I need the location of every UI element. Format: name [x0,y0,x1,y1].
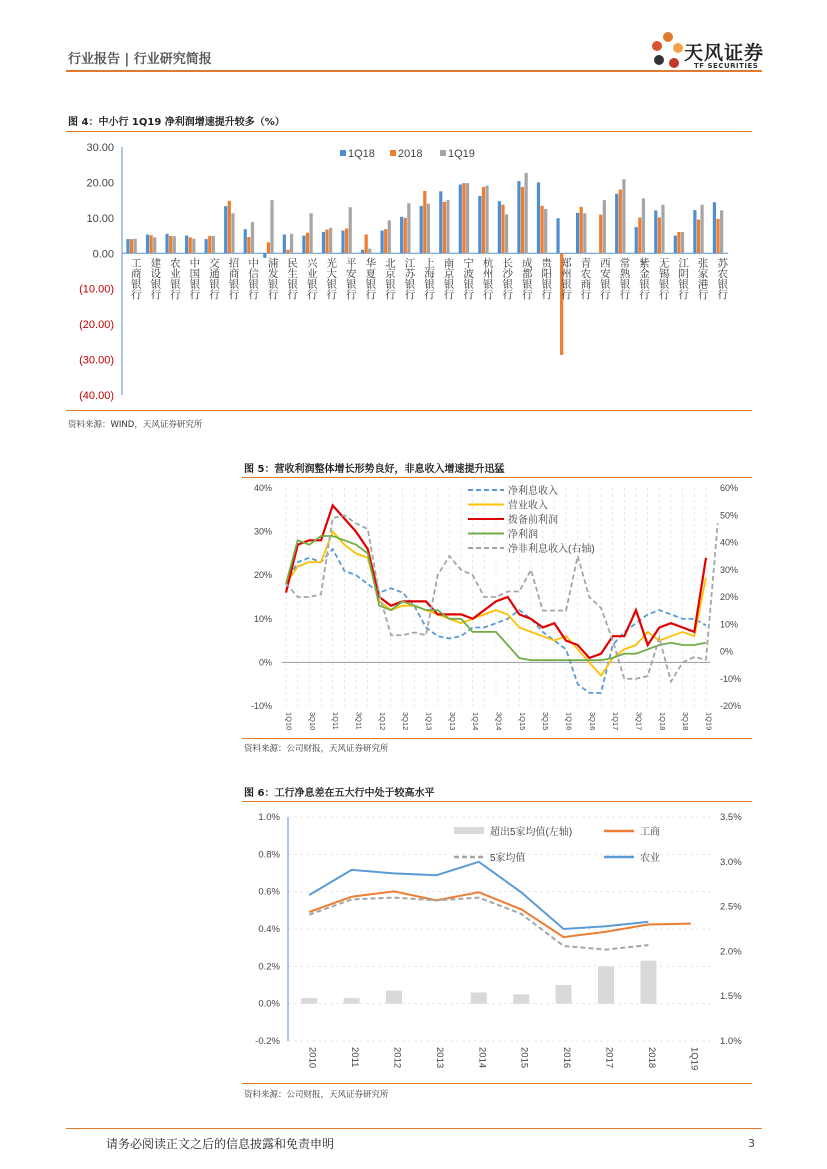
bar-超出5家均值(左轴)-2017 [598,966,614,1003]
y-right-tick-label: 60% [720,483,739,493]
bar-2018-西安银行 [599,215,602,254]
x-tick-label: 1Q14 [471,712,481,731]
bar-1Q18-平安银行 [341,231,344,254]
bar-1Q19-无锡银行 [661,205,664,254]
bar-1Q18-宁波银行 [459,185,462,254]
y-tick-label: (20.00) [79,319,114,332]
x-tick-label: 2013 [433,1047,445,1069]
x-tick-label: 2010 [306,1047,318,1069]
y-left-tick-label: 0.8% [258,849,280,861]
x-category-label: 西安银行 [598,257,611,300]
y-left-tick-label: 1.0% [258,812,280,823]
x-tick-label: 1Q13 [424,712,434,731]
x-category-label: 贵阳银行 [540,257,553,300]
bar-2018-无锡银行 [658,218,661,254]
figure-5-source: 资料来源：公司财报，天风证券研究所 [244,744,389,754]
y-left-tick-label: 0.4% [258,924,280,935]
bar-1Q19-江阴银行 [681,232,684,253]
bar-2018-平安银行 [345,228,348,253]
y-tick-label: (40.00) [79,390,114,402]
figure-5-title: 图 5：营收利润整体增长形势良好，非息收入增速提升迅猛 [244,464,505,475]
legend-swatch-超出5家均值(左轴) [454,827,484,834]
x-category-label: 成都银行 [520,257,533,300]
bar-1Q18-常熟银行 [615,194,618,254]
bar-超出5家均值(左轴)-2018 [640,961,656,1004]
y-right-tick-label: 20% [720,592,739,602]
bar-1Q18-杭州银行 [478,196,481,253]
y-left-tick-label: 10% [253,613,272,624]
x-category-label: 浦发银行 [266,257,279,300]
x-tick-label: 1Q15 [517,712,527,731]
bar-1Q19-南京银行 [446,200,449,253]
y-left-tick-label: 0% [258,657,272,668]
bar-2018-江阴银行 [677,232,680,253]
footer-disclaimer: 请务必阅读正文之后的信息披露和免责申明 [106,1137,335,1151]
figure-4-title: 图 4：中小行 1Q19 净利润增速提升较多（%） [68,117,285,128]
bar-超出5家均值(左轴)-2011 [344,998,360,1004]
x-category-label: 华夏银行 [364,257,377,300]
x-category-label: 交通银行 [207,257,220,300]
bar-2018-建设银行 [150,235,153,253]
y-left-tick-label: 20% [253,570,272,581]
bar-1Q18-华夏银行 [361,250,364,254]
x-category-label: 平安银行 [344,257,357,300]
bar-1Q18-青农商行 [576,213,579,253]
tf-logo-icon [648,28,686,74]
y-right-tick-label: 40% [720,537,739,548]
legend-label-1Q18: 1Q18 [348,148,375,160]
bar-1Q18-郑州银行 [556,218,559,253]
bar-2018-张家港行 [697,220,700,254]
legend-label-净利息收入: 净利息收入 [508,486,558,497]
bar-1Q19-杭州银行 [485,186,488,254]
bar-1Q18-北京银行 [381,231,384,254]
bar-1Q18-江苏银行 [400,217,403,253]
bar-1Q19-张家港行 [700,205,703,254]
x-tick-label: 2014 [476,1047,488,1069]
bar-2018-贵阳银行 [540,206,543,253]
bar-1Q19-贵阳银行 [544,209,547,253]
x-category-label: 杭州银行 [481,257,494,300]
legend-label-超出5家均值(左轴): 超出5家均值(左轴) [490,827,573,838]
bar-2018-上海银行 [423,191,426,253]
bar-2018-紫金银行 [638,218,641,254]
bar-1Q19-浦发银行 [270,200,273,253]
x-category-label: 长沙银行 [501,257,514,300]
series-line-拨备前利润 [286,505,706,658]
y-right-tick-label: 2.0% [720,946,742,958]
x-tick-label: 3Q14 [494,712,504,731]
bar-2018-浦发银行 [267,242,270,253]
bar-超出5家均值(左轴)-2016 [556,985,572,1004]
x-category-label: 南京银行 [442,257,455,300]
y-tick-label: (10.00) [79,283,114,296]
y-right-tick-label: 30% [720,564,739,575]
legend-swatch-2018 [390,150,396,156]
y-left-tick-label: 0.0% [258,998,280,1010]
figure-6-title: 图 6：工行净息差在五大行中处于较高水平 [244,788,435,799]
x-category-label: 宁波银行 [462,257,475,300]
bar-1Q18-民生银行 [283,235,286,254]
x-category-label: 江苏银行 [403,257,416,300]
bar-1Q18-贵阳银行 [537,182,540,253]
x-tick-label: 1Q17 [611,712,621,731]
y-tick-label: 10.00 [86,212,114,225]
bar-1Q18-中信银行 [244,229,247,253]
legend-label-1Q19: 1Q19 [448,148,475,160]
y-tick-label: 0.00 [92,248,114,261]
bar-2018-光大银行 [325,230,328,254]
x-tick-label: 3Q11 [354,712,364,730]
x-tick-label: 1Q18 [657,712,667,731]
legend-swatch-1Q19 [440,150,446,156]
y-left-tick-label: -10% [250,701,272,711]
bar-1Q19-西安银行 [603,200,606,253]
y-tick-label: (30.00) [79,354,114,367]
x-category-label: 无锡银行 [657,257,670,300]
bar-1Q18-苏农银行 [713,202,716,253]
y-right-tick-label: 50% [720,510,739,521]
x-category-label: 紫金银行 [638,257,651,300]
x-tick-label: 1Q12 [377,712,387,731]
bar-2018-中国银行 [189,237,192,253]
bar-1Q19-苏农银行 [720,210,723,253]
figure-5-chart [242,480,754,738]
x-tick-label: 3Q10 [307,712,317,731]
bar-1Q18-江阴银行 [674,236,677,254]
y-right-tick-label: 10% [720,619,739,630]
logo-petal-top [663,32,673,42]
x-tick-label: 3Q15 [541,712,551,731]
x-tick-label: 1Q16 [564,712,574,731]
bar-2018-杭州银行 [482,187,485,253]
bar-1Q19-江苏银行 [407,203,410,253]
bar-1Q19-青农商行 [583,213,586,253]
bar-1Q19-兴业银行 [310,213,313,253]
bar-超出5家均值(左轴)-2010 [301,998,317,1004]
y-right-tick-label: 1.5% [720,991,742,1003]
bar-2018-农业银行 [169,236,172,253]
bar-1Q18-建设银行 [146,235,149,254]
bar-1Q19-华夏银行 [368,249,371,254]
figure-6-bottom-rule [242,1083,752,1084]
x-tick-label: 3Q18 [681,712,691,731]
report-header-title: 行业报告 | 行业研究简报 [68,52,212,67]
bar-2018-宁波银行 [462,183,465,253]
logo-petal-left [652,41,662,51]
x-category-label: 中国银行 [188,257,201,300]
x-category-label: 郑州银行 [559,257,572,300]
bar-2018-常熟银行 [619,190,622,254]
bar-2018-工商银行 [130,239,133,253]
logo-petal-bottom-right [669,58,679,68]
x-tick-label: 1Q19 [688,1047,700,1071]
bar-1Q19-宁波银行 [466,183,469,253]
legend-label-5家均值: 5家均值 [490,853,526,864]
legend-label-工商: 工商 [640,827,660,838]
bar-1Q18-交通银行 [205,239,208,253]
figure-6-top-rule [242,801,752,802]
bar-超出5家均值(左轴)-2012 [386,991,402,1004]
bar-1Q18-中国银行 [185,236,188,254]
bar-2018-成都银行 [521,187,524,253]
x-category-label: 民生银行 [286,257,299,300]
bar-1Q19-中国银行 [192,239,195,254]
logo-petal-bottom-left [654,55,664,65]
bar-1Q18-无锡银行 [654,210,657,253]
bar-2018-青农商行 [580,207,583,253]
x-category-label: 张家港行 [696,257,709,300]
bar-1Q18-紫金银行 [635,227,638,253]
bar-超出5家均值(左轴)-2014 [471,992,487,1003]
x-category-label: 光大银行 [325,257,338,300]
bar-1Q18-农业银行 [165,234,168,253]
bar-2018-中信银行 [247,237,250,253]
legend-label-拨备前利润: 拨备前利润 [508,515,558,526]
bar-2018-民生银行 [286,250,289,254]
y-left-tick-label: 40% [253,483,272,493]
x-category-label: 招商银行 [227,257,240,300]
footer-divider [66,1128,762,1129]
x-category-label: 建设银行 [149,257,162,300]
x-category-label: 常熟银行 [618,257,631,300]
bar-1Q19-长沙银行 [505,214,508,253]
bar-1Q18-兴业银行 [302,236,305,254]
x-tick-label: 2015 [518,1047,530,1069]
bar-1Q18-光大银行 [322,232,325,253]
legend-label-2018: 2018 [398,148,423,160]
y-right-tick-label: -20% [720,701,742,711]
bar-1Q19-建设银行 [153,237,156,253]
x-category-label: 工商银行 [129,257,142,300]
x-category-label: 上海银行 [423,257,435,300]
bar-1Q19-北京银行 [388,220,391,253]
bar-1Q18-长沙银行 [498,201,501,253]
x-category-label: 苏农银行 [716,257,729,300]
bar-1Q19-光大银行 [329,228,332,254]
bar-1Q19-交通银行 [212,236,215,253]
x-tick-label: 3Q16 [587,712,597,731]
bar-2018-南京银行 [443,202,446,253]
x-tick-label: 2016 [561,1047,573,1069]
bar-2018-苏农银行 [716,219,719,253]
bar-1Q18-南京银行 [439,191,442,253]
x-tick-label: 1Q11 [331,712,341,730]
x-category-label: 农业银行 [168,257,181,300]
bar-超出5家均值(左轴)-2015 [513,994,529,1003]
x-category-label: 江阴银行 [677,257,690,300]
legend-swatch-1Q18 [340,150,346,156]
y-left-tick-label: -0.2% [255,1036,280,1047]
figure-4-chart [66,135,756,410]
x-tick-label: 3Q13 [447,712,457,731]
x-tick-label: 2012 [391,1047,403,1069]
y-tick-label: 30.00 [86,142,114,154]
legend-label-净非利息收入(右轴): 净非利息收入(右轴) [508,544,595,555]
figure-6-chart [242,805,754,1083]
y-tick-label: 20.00 [86,177,114,190]
y-right-tick-label: 3.0% [720,856,742,868]
figure-6-source: 资料来源：公司财报，天风证券研究所 [244,1090,389,1100]
x-tick-label: 1Q10 [284,712,294,731]
figure-5-top-rule [242,477,752,478]
y-right-tick-label: 1.0% [720,1036,742,1047]
bar-1Q18-张家港行 [693,210,696,253]
y-right-tick-label: -10% [720,673,742,684]
logo-text-cn: 天风证券 [684,42,765,64]
bar-1Q18-招商银行 [224,206,227,253]
x-tick-label: 1Q19 [704,712,714,731]
y-left-tick-label: 0.2% [258,961,280,973]
figure-4-bottom-rule [66,410,752,411]
bar-1Q19-农业银行 [173,236,176,253]
bar-1Q19-工商银行 [134,239,137,254]
y-left-tick-label: 0.6% [258,886,280,898]
bar-2018-华夏银行 [365,235,368,254]
logo-text-en: TF SECURITIES [694,62,759,70]
bar-1Q18-上海银行 [420,206,423,253]
bar-1Q19-招商银行 [231,213,234,253]
y-right-tick-label: 3.5% [720,812,742,823]
bar-1Q19-成都银行 [525,173,528,253]
x-category-label: 北京银行 [383,257,396,300]
x-category-label: 中信银行 [247,257,260,300]
x-tick-label: 3Q17 [634,712,644,731]
figure-4-top-rule [66,131,752,132]
bar-2018-交通银行 [208,236,211,253]
figure-5-bottom-rule [242,738,752,739]
figure-4-source: 资料来源：WIND，天风证券研究所 [68,420,203,430]
y-right-tick-label: 2.5% [720,901,742,913]
logo-petal-right [673,43,683,53]
bar-1Q19-民生银行 [290,234,293,253]
bar-2018-招商银行 [228,201,231,253]
y-right-tick-label: 0% [720,646,734,657]
bar-1Q19-上海银行 [427,204,430,254]
bar-2018-江苏银行 [404,218,407,253]
series-line-5家均值 [309,898,648,950]
bar-1Q18-成都银行 [517,181,520,253]
bar-1Q19-平安银行 [349,207,352,253]
bar-1Q19-中信银行 [251,222,254,253]
bar-2018-北京银行 [384,229,387,253]
x-category-label: 兴业银行 [305,257,318,300]
legend-label-营业收入: 营业收入 [508,500,548,512]
bar-1Q18-工商银行 [126,239,129,253]
x-tick-label: 3Q12 [401,712,411,731]
x-tick-label: 2017 [603,1047,615,1069]
bar-2018-兴业银行 [306,233,309,254]
bar-2018-长沙银行 [501,205,504,254]
x-category-label: 青农商行 [579,257,592,300]
legend-label-净利润: 净利润 [508,529,538,541]
page-number: 3 [748,1137,755,1150]
bar-1Q19-紫金银行 [642,198,645,253]
x-tick-label: 2018 [645,1047,657,1069]
y-left-tick-label: 30% [253,526,272,537]
legend-label-农业: 农业 [640,853,660,864]
bar-1Q19-常熟银行 [622,179,625,253]
x-tick-label: 2011 [349,1047,361,1068]
